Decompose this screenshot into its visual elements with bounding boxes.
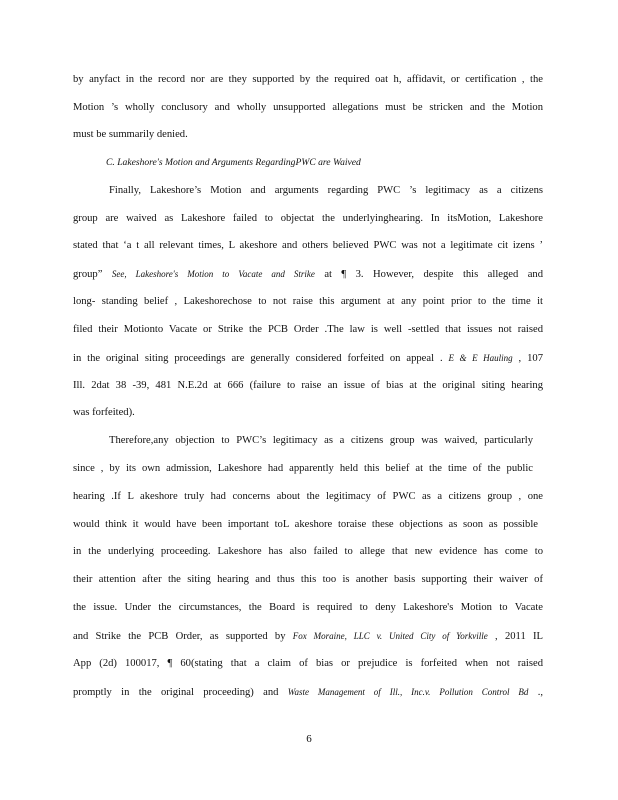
body-line: Therefore,any objection to PWC’s legitimacy as a citizens group was waived, particularly	[109, 435, 533, 446]
citation: Waste Management of Ill., Inc.v. Pollution Control Bd	[287, 687, 529, 697]
citation: Fox Moraine, LLC v. United City of Yorkville	[292, 631, 488, 641]
text-segment: promptly in the original proceeding) and	[73, 687, 288, 698]
text-segment: .,	[528, 687, 543, 698]
body-line	[73, 351, 543, 366]
body-line: was forfeited).	[73, 407, 135, 418]
body-line: filed their Motionto Vacate or Strike the PCB Order .The law is well -settled that issues not raised	[73, 324, 543, 335]
body-line: by anyfact in the record nor are they supported by the required oat h, affidavit, or certification , the	[73, 74, 543, 85]
text-segment: , 107	[512, 353, 543, 364]
citation: See, Lakeshore's Motion to Vacate and Strike	[111, 269, 315, 279]
body-line: their attention after the siting hearing and thus this too is another basis supporting their waiver of	[73, 574, 543, 585]
page-number: 6	[306, 733, 312, 745]
body-line: stated that ‘a t all relevant times, L akeshore and others believed PWC was not a legitimate cit izens ’	[73, 240, 543, 251]
body-line: group are waived as Lakeshore failed to objectat the underlyinghearing. In itsMotion, Lakeshore	[73, 213, 543, 224]
body-line: App (2d) 100017, ¶ 60(stating that a claim of bias or prejudice is forfeited when not raised	[73, 658, 543, 669]
body-line: Motion ’s wholly conclusory and wholly unsupported allegations must be stricken and the Motion	[73, 102, 543, 113]
text-segment: , 2011 IL	[487, 631, 543, 642]
body-line: the issue. Under the circumstances, the Board is required to deny Lakeshore's Motion to Vacate	[73, 602, 543, 613]
body-line: Finally, Lakeshore’s Motion and arguments regarding PWC ’s legitimacy as a citizens	[109, 185, 543, 196]
body-line: would think it would have been important toL akeshore toraise these objections as soon as possible	[73, 519, 538, 530]
text-segment: in the original siting proceedings are generally considered forfeited on appeal .	[73, 353, 449, 364]
body-line: Ill. 2dat 38 -39, 481 N.E.2d at 666 (failure to raise an issue of bias at the original siting hearing	[73, 380, 543, 391]
body-line: in the underlying proceeding. Lakeshore has also failed to allege that new evidence has come to	[73, 546, 543, 557]
text-segment: group”	[73, 269, 112, 280]
body-line: since , by its own admission, Lakeshore had apparently held this belief at the time of the public	[73, 463, 533, 474]
text-segment: at ¶ 3. However, despite this alleged and	[314, 269, 543, 280]
body-line	[73, 267, 543, 282]
citation: E & E Hauling	[448, 353, 513, 363]
body-line	[73, 629, 543, 644]
body-line	[73, 685, 543, 700]
body-line: long- standing belief , Lakeshorechose to not raise this argument at any point prior to the time it	[73, 296, 543, 307]
body-line: must be summarily denied.	[73, 129, 188, 140]
body-line: hearing .If L akeshore truly had concerns about the legitimacy of PWC as a citizens group , one	[73, 491, 543, 502]
section-heading: C. Lakeshore's Motion and Arguments RegardingPWC are Waived	[106, 157, 361, 168]
text-segment: and Strike the PCB Order, as supported by	[73, 631, 293, 642]
